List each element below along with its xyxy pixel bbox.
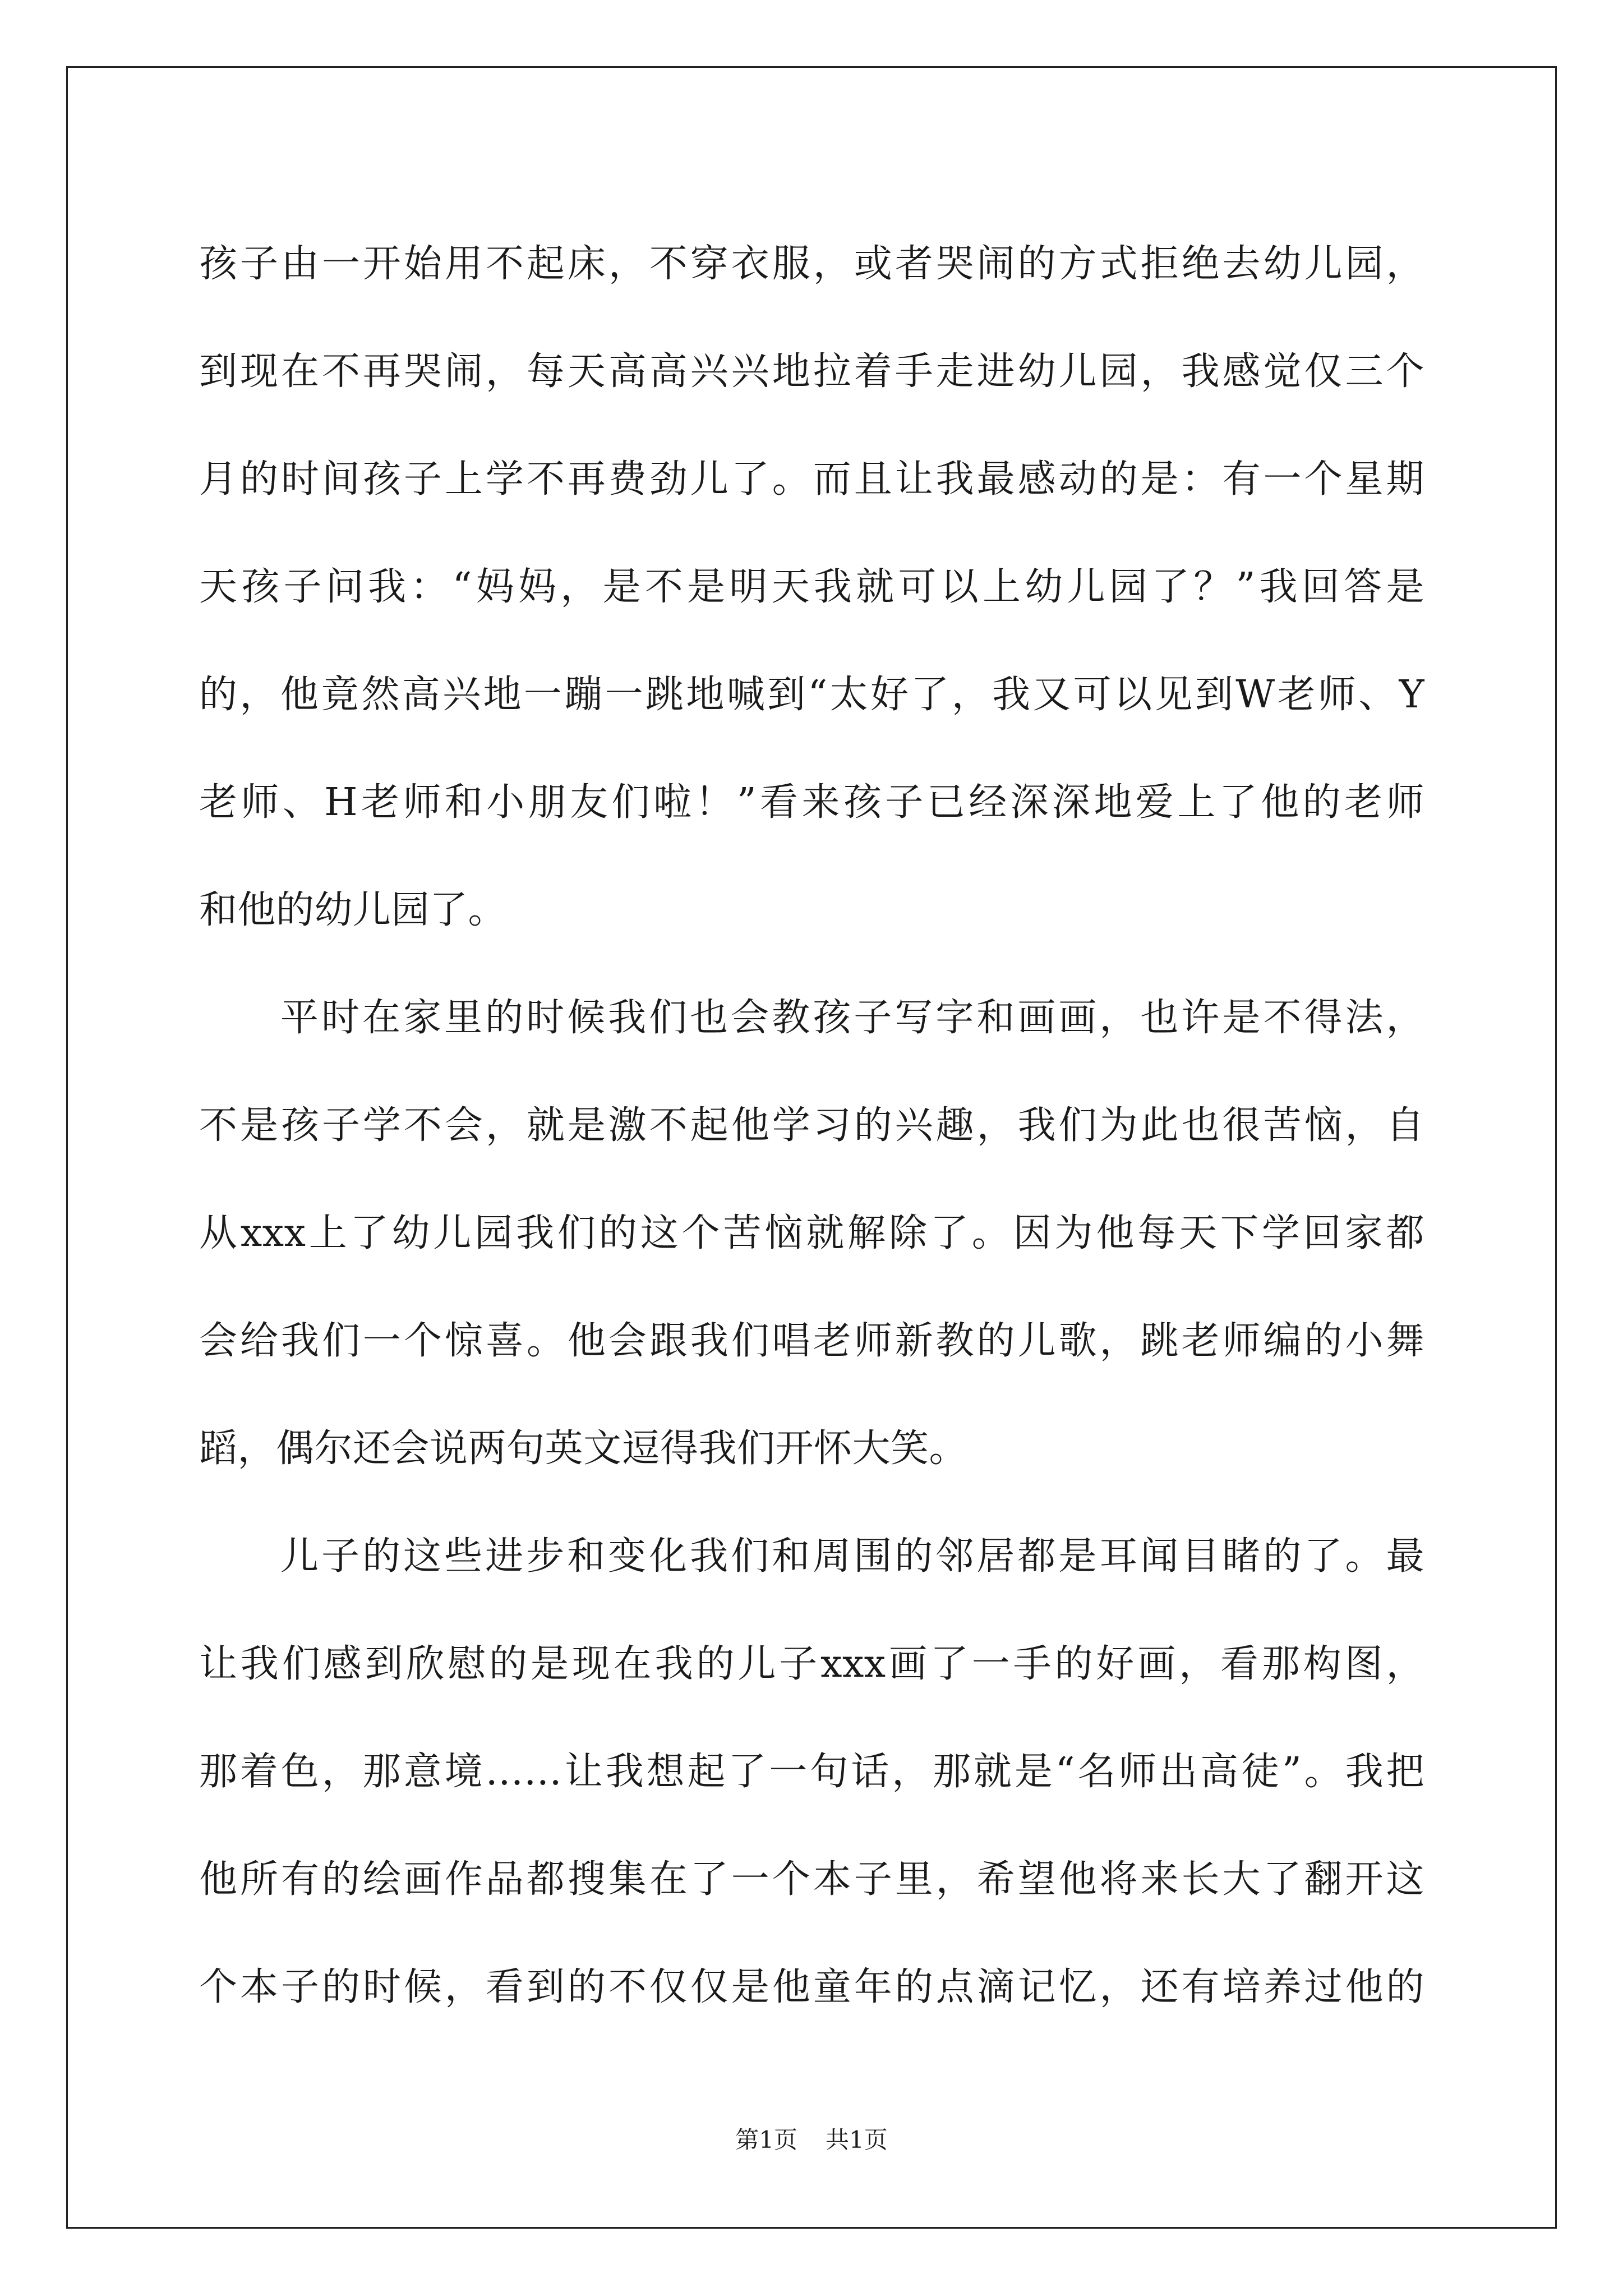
text-line: 到现在不再哭闹，每天高高兴兴地拉着手走进幼儿园，我感觉仅三个 [199,349,1424,394]
text-line: 让我们感到欣慰的是现在我的儿子xxx画了一手的好画，看那构图， [199,1642,1424,1686]
text-line: 和他的幼儿园了。 [199,888,507,932]
text-line: 蹈，偶尔还会说两句英文逗得我们开怀大笑。 [199,1427,968,1471]
text-line: 儿子的这些进步和变化我们和周围的邻居都是耳闻目睹的了。最 [280,1534,1424,1579]
text-line: 从xxx上了幼儿园我们的这个苦恼就解除了。因为他每天下学回家都 [199,1211,1424,1255]
text-line: 会给我们一个惊喜。他会跟我们唱老师新教的儿歌，跳老师编的小舞 [199,1319,1424,1363]
text-line: 月的时间孩子上学不再费劲儿了。而且让我最感动的是：有一个星期 [199,457,1424,501]
text-line: 不是孩子学不会，就是激不起他学习的兴趣，我们为此也很苦恼，自 [199,1103,1424,1148]
document-body [199,210,1424,2041]
text-line: 的，他竟然高兴地一蹦一跳地喊到“太好了，我又可以见到W老师、Y [199,673,1424,717]
text-line: 他所有的绘画作品都搜集在了一个本子里，希望他将来长大了翻开这 [199,1857,1424,1902]
page-total: 共1页 [826,2126,888,2154]
text-line: 老师、H老师和小朋友们啦！”看来孩子已经深深地爱上了他的老师 [199,780,1424,825]
text-line: 平时在家里的时候我们也会教孩子写字和画画，也许是不得法， [280,996,1424,1040]
text-line: 那着色，那意境……让我想起了一句话，那就是“名师出高徒”。我把 [199,1750,1424,1794]
page-number: 第1页 [735,2126,797,2154]
text-line: 个本子的时候，看到的不仅仅是他童年的点滴记忆，还有培养过他的 [199,1965,1424,2009]
text-line: 孩子由一开始用不起床，不穿衣服，或者哭闹的方式拒绝去幼儿园， [199,242,1424,286]
page-footer [0,2123,1623,2157]
text-line: 天孩子问我：“妈妈，是不是明天我就可以上幼儿园了？”我回答是 [199,565,1424,609]
